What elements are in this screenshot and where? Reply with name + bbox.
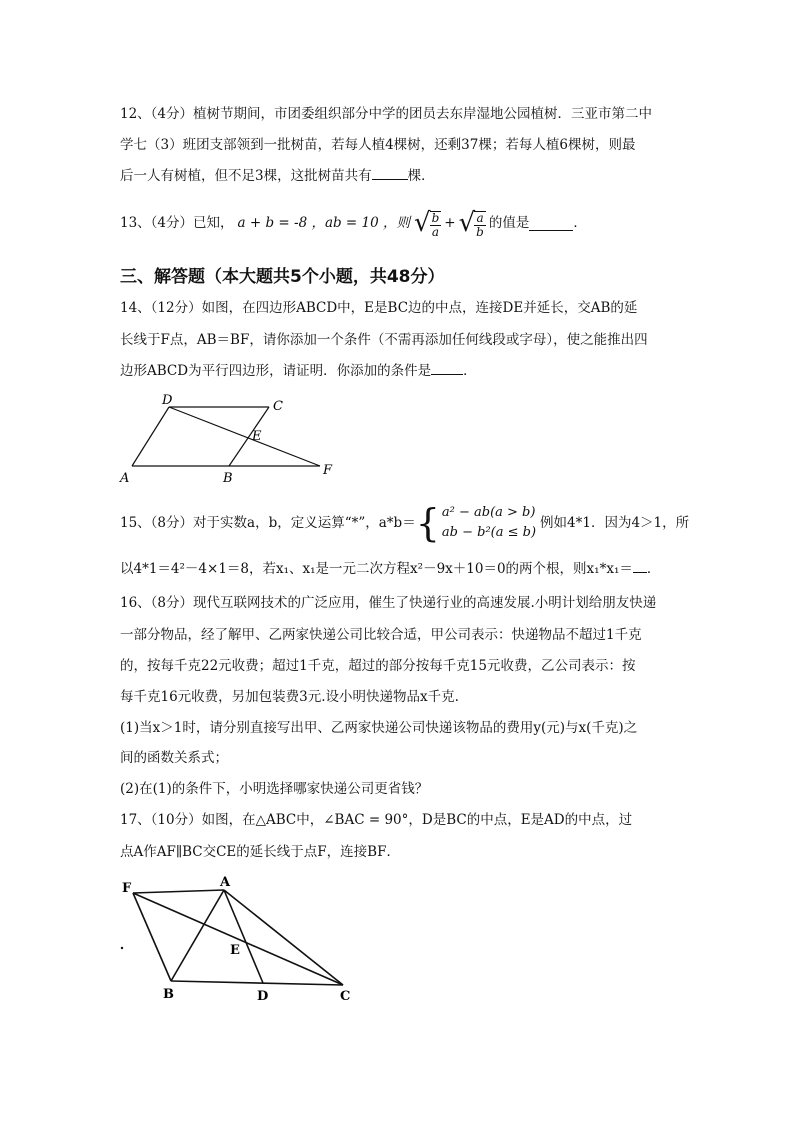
q13-frac2-numerator: a [474, 212, 486, 226]
q14-line-3-end: ． [463, 363, 477, 379]
q15-piecewise [416, 503, 536, 543]
radical-sign-icon: √ [414, 207, 431, 238]
q14-answer-blank [431, 374, 463, 375]
q16-line-4: 每千克16元收费，另加包装费3元.设小明快递物品x千克. [120, 689, 459, 705]
label-C: C [340, 989, 351, 1004]
q15-prefix: 15、（8分）对于实数a，b，定义运算“*”，a*b＝ [120, 515, 416, 531]
label-E: E [230, 943, 240, 958]
left-brace-icon: { [415, 501, 440, 545]
q15-line-2-end: ． [646, 561, 661, 577]
q16-part-1-line-1: (1)当x＞1时，请分别直接写出甲、乙两家快递公司快递该物品的费用y(元)与x(千克)之 [120, 720, 638, 736]
q16-line-2: 一部分物品，经了解甲、乙两家快递公司比较合适，甲公司表示：快递物品不超过1千克 [120, 627, 642, 643]
q15-case-1: a² − ab(a > b) [441, 505, 536, 520]
q15-answer-blank [633, 572, 647, 573]
segment-BA [171, 890, 224, 981]
q14-line-1: 14、（12分）如图，在四边形ABCD中，E是BC边的中点，连接DE并延长，交AB的延 [120, 300, 638, 316]
label-B: B [163, 987, 174, 1002]
segment-AD [224, 890, 263, 983]
label-F: F [323, 463, 333, 478]
q13-suffix: 的值是 [488, 215, 530, 231]
q13-end: ． [573, 215, 587, 231]
q15-line-2-text: 以4*1＝4²－4×1＝8，若x₁、x₁是一元二次方程x²－9x＋10＝0的两个根，则x₁*x₁＝ [120, 561, 633, 577]
q13-answer-blank [529, 216, 573, 231]
q17-line-2: 点A作AF∥BC交CE的延长线于点F，连接BF． [120, 844, 400, 860]
q12-answer-blank [372, 179, 408, 180]
stray-dot [121, 947, 123, 949]
label-A: A [120, 471, 130, 486]
section-3-title: 三、解答题（本大题共5个小题，共48分） [120, 267, 445, 287]
q16-line-1: 16、（8分）现代互联网技术的广泛应用，催生了快递行业的高速发展.小明计划给朋友快递 [120, 595, 657, 611]
q15-line-2 [120, 559, 660, 579]
label-D: D [162, 393, 173, 408]
q12-line-3-text: 后一人有树植，但不足3棵，这批树苗共有 [120, 168, 372, 184]
q13-frac1-denominator: a [431, 224, 440, 239]
segment-AD [132, 407, 169, 466]
q12-line-3-end: 棵． [407, 168, 435, 184]
segment-FA [133, 890, 224, 893]
q13-prefix: 13、（4分）已知， [120, 215, 234, 231]
q12-line-1: 12、（4分）植树节期间，市团委组织部分中学的团员去东岸湿地公园植树．三亚市第二中 [120, 106, 653, 122]
q16-part-2: (2)在(1)的条件下，小明选择哪家快递公司更省钱？ [120, 781, 429, 797]
q12-line-3 [120, 166, 435, 186]
segment-BC [171, 981, 343, 985]
segment-DF [169, 407, 320, 466]
q14-line-3 [120, 361, 477, 381]
radical-sign-icon: √ [458, 207, 476, 238]
q17-figure [112, 872, 362, 1012]
q13-plus: + [444, 215, 456, 231]
q16-line-3: 的，按每千克22元收费；超过1千克，超过的部分按每千克15元收费，乙公司表示：按 [120, 658, 636, 674]
q12-line-2: 学七（3）班团支部领到一批树苗，若每人植4棵树，还剩37棵；若每人植6棵树，则最 [120, 137, 636, 153]
q13-sqrt-1 [414, 208, 441, 239]
q14-figure [112, 392, 342, 488]
q15-case-2: ab − b²(a ≤ b) [441, 525, 537, 540]
q14-line-2: 长线于F点，AB＝BF，请你添加一个条件（不需再添加任何线段或字母），使之能推出四 [120, 332, 648, 348]
q14-line-3-text: 边形ABCD为平行四边形，请证明．你添加的条件是 [120, 363, 432, 379]
q16-part-1-line-2: 间的函数关系式； [120, 750, 228, 766]
q13-condition: a + b = -8 ，ab = 10 ，则 [237, 215, 411, 231]
q13-frac2-denominator: b [476, 224, 484, 239]
segment-FC [133, 893, 343, 985]
segment-AC [224, 890, 343, 985]
segment-FB [133, 893, 171, 981]
q15-line-1 [120, 500, 689, 546]
q17-line-1: 17、（10分）如图，在△ABC中，∠BAC = 90°，D是BC的中点，E是AD的中点，过 [120, 812, 633, 828]
q13-sqrt-2 [459, 208, 486, 239]
segment-CB [229, 407, 269, 466]
label-B: B [223, 471, 233, 486]
label-D: D [257, 989, 269, 1004]
q15-suffix: 例如4*1．因为4＞1，所 [540, 515, 690, 531]
label-A: A [220, 875, 231, 890]
label-E: E [252, 429, 262, 444]
label-C: C [273, 399, 283, 414]
q13-line [120, 206, 587, 240]
q13-frac1-numerator: b [431, 210, 440, 225]
label-F: F [122, 881, 132, 896]
